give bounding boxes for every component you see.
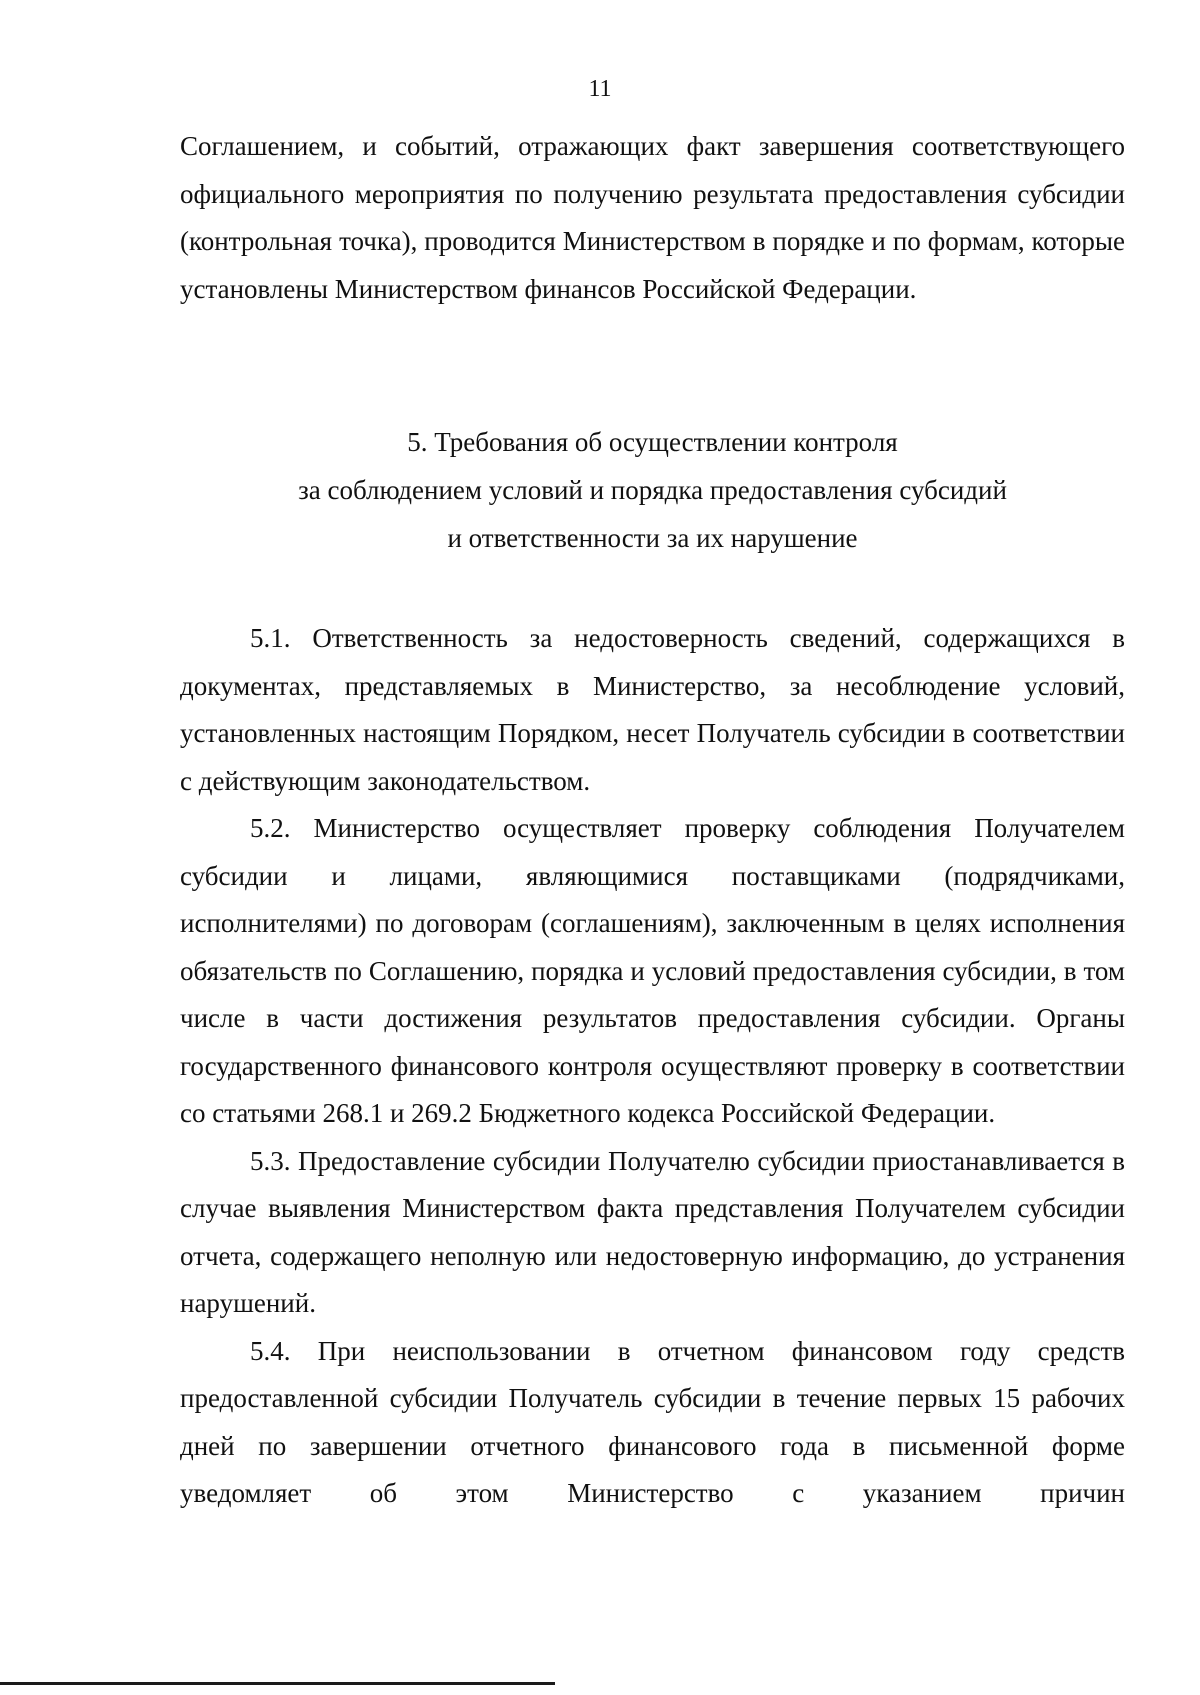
- paragraph-5-3: 5.3. Предоставление субсидии Получателю субсидии приостанавливается в случае выявления Министерством факта представления Получателем субсидии отчета, содержащего неполную или недостоверную информацию, до устранения нарушений.: [180, 1145, 1125, 1318]
- paragraph-5-2: 5.2. Министерство осуществляет проверку соблюдения Получателем субсидии и лицами, являющимися поставщиками (подрядчиками, исполнителями) по договорам (соглашениям), заключенным в целях исполнения обязательств по Соглашению, порядка и условий предоставления субсидии, в том числе в части достижения результатов предоставления субсидии. Органы государственного финансового контроля осуществляют проверку в соответствии со статьями 268.1 и 269.2 Бюджетного кодекса Российской Федерации.: [180, 813, 1125, 1128]
- section-body: [180, 615, 1125, 1518]
- section-heading-line-2: за соблюдением условий и порядка предоставления субсидий: [298, 475, 1007, 505]
- footer-rule: [0, 1682, 555, 1685]
- intro-paragraph: Соглашением, и событий, отражающих факт завершения соответствующего официального мероприятия по получению результата предоставления субсидии (контрольная точка), проводится Министерством в порядке и по формам, которые установлены Министерством финансов Российской Федерации.: [180, 131, 1125, 304]
- paragraph-5-4: 5.4. При неиспользовании в отчетном финансовом году средств предоставленной субсидии Получатель субсидии в течение первых 15 рабочих дней по завершении отчетного финансового года в письменной форме уведомляет об этом Министерство с указанием причин: [180, 1335, 1125, 1508]
- section-heading-line-1: 5. Требования об осуществлении контроля: [407, 427, 898, 457]
- section-heading: [180, 418, 1125, 562]
- paragraph-5-1: 5.1. Ответственность за недостоверность сведений, содержащихся в документах, представляемых в Министерство, за несоблюдение условий, установленных настоящим Порядком, несет Получатель субсидии в соответствии с действующим законодательством.: [180, 623, 1125, 796]
- page-number: 11: [588, 76, 612, 102]
- section-heading-line-3: и ответственности за их нарушение: [447, 523, 858, 553]
- intro-text-block: [180, 123, 1125, 313]
